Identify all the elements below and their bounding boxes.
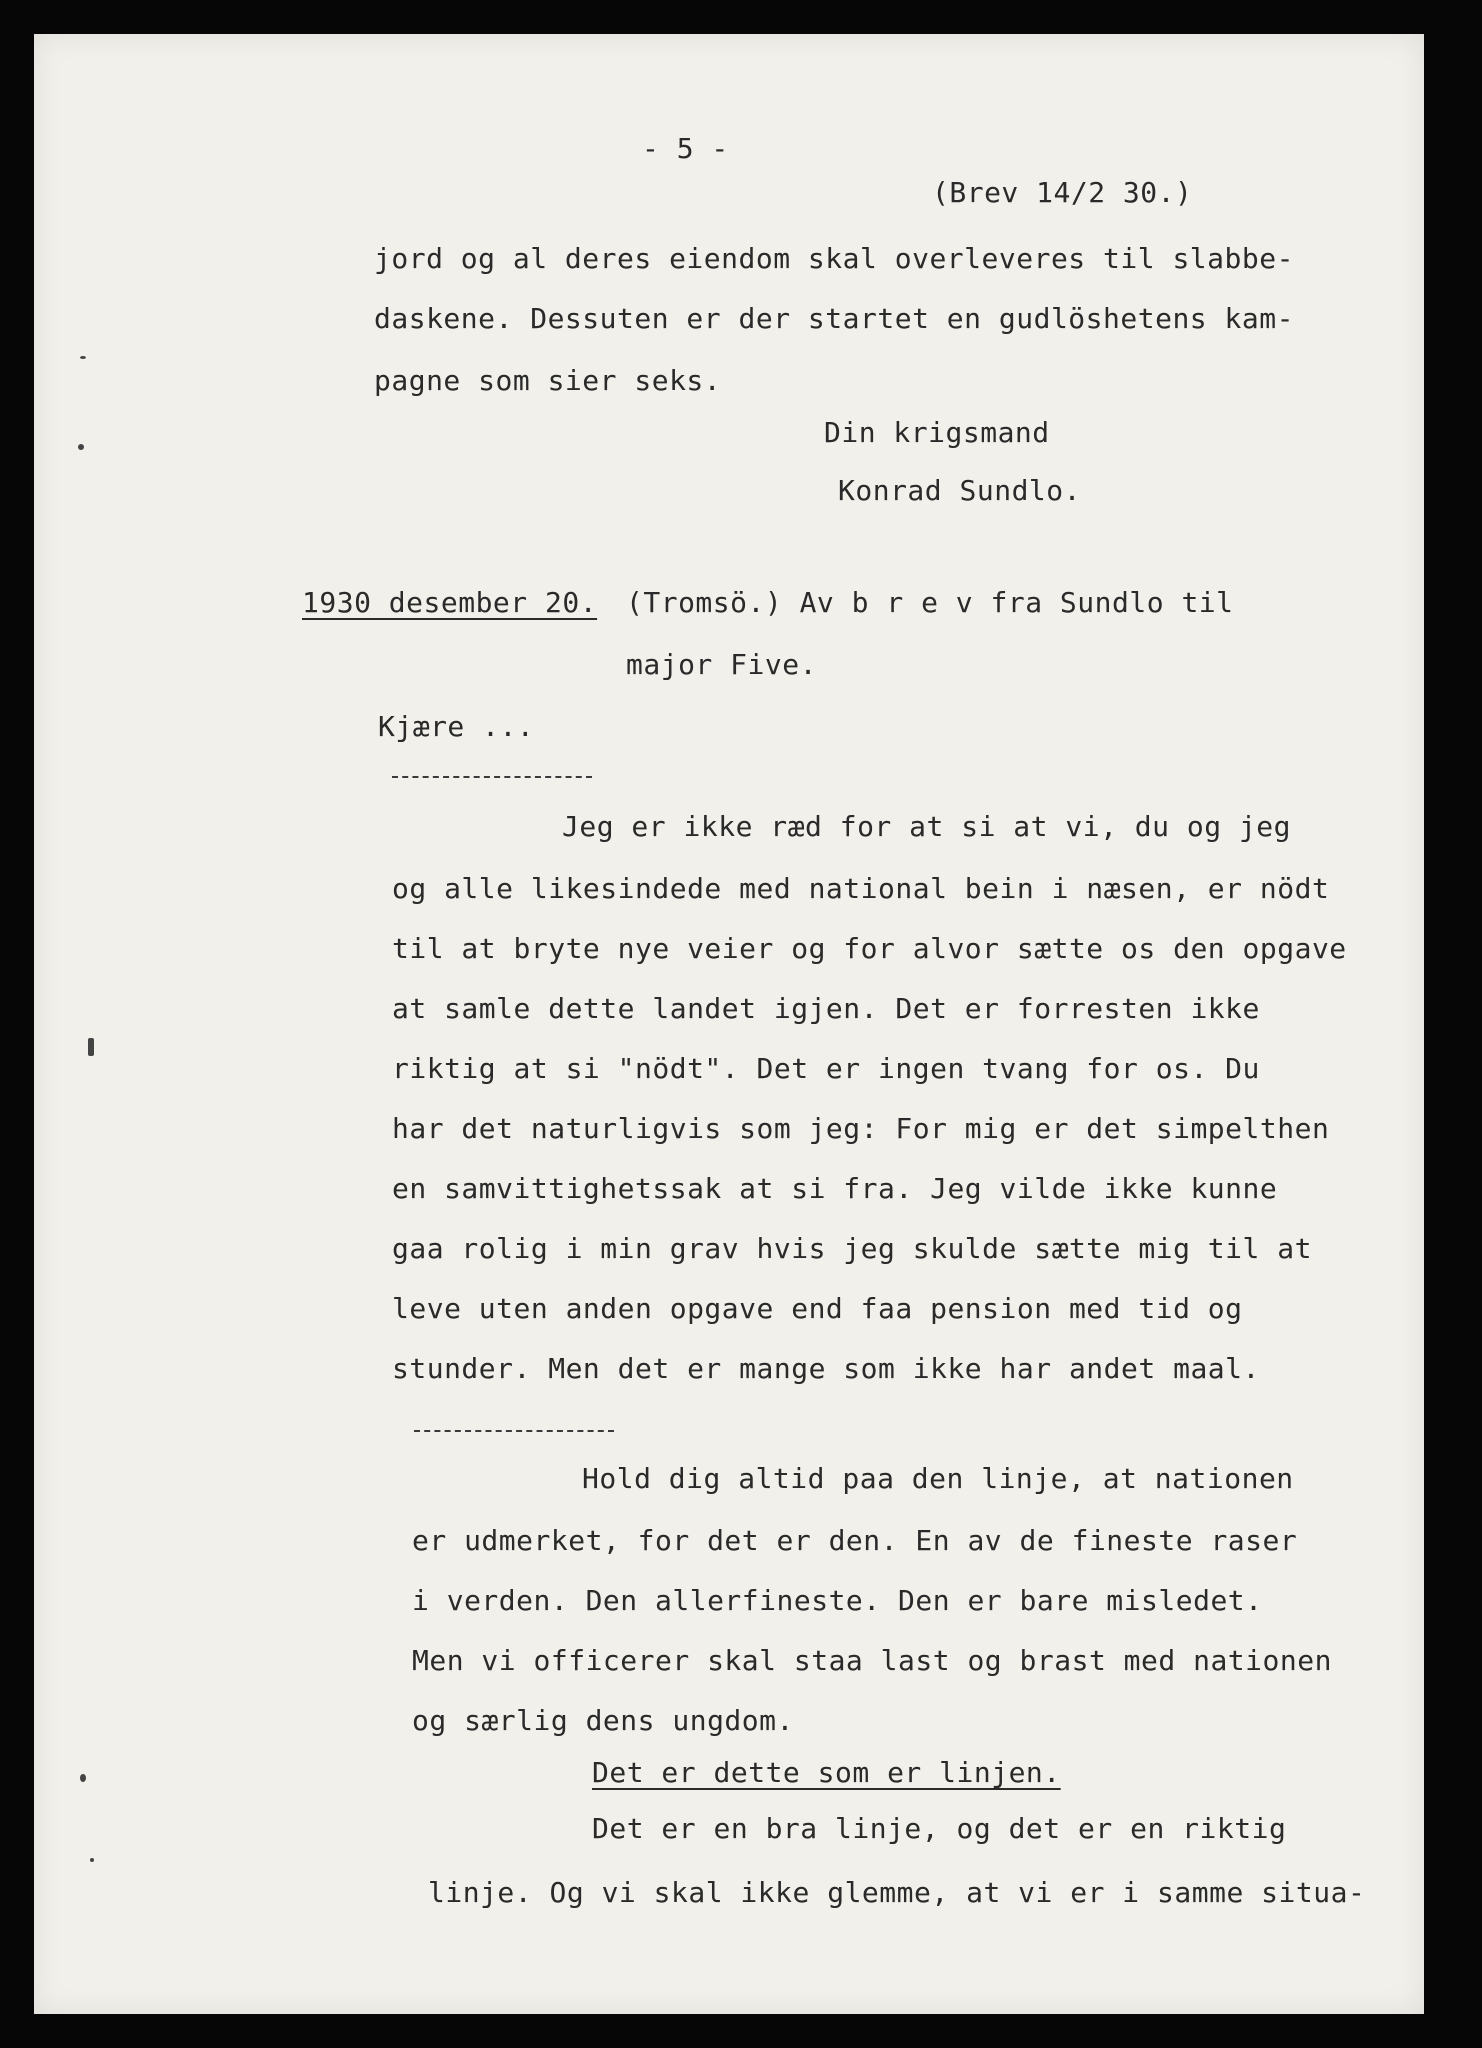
- letter-reference: (Brev 14/2 30.): [932, 176, 1193, 209]
- text-line: leve uten anden opgave end faa pension med tid og: [392, 1292, 1243, 1325]
- text-line: Men vi officerer skal staa last og brast med nationen: [412, 1644, 1332, 1677]
- page-number: - 5 -: [642, 132, 729, 165]
- margin-mark: [90, 1858, 94, 1862]
- separator-line: [414, 1430, 614, 1432]
- margin-mark: [80, 1774, 86, 1782]
- text-line: Jeg er ikke ræd for at si at vi, du og jeg: [562, 810, 1292, 843]
- text-line: og alle likesindede med national bein i næsen, er nödt: [392, 872, 1330, 905]
- text-line: jord og al deres eiendom skal overleveres til slabbe-: [374, 242, 1294, 275]
- text-line: at samle dette landet igjen. Det er forresten ikke: [392, 992, 1260, 1025]
- text-line: daskene. Dessuten er der startet en gudlöshetens kam-: [374, 302, 1294, 335]
- letter-signature: Konrad Sundlo.: [838, 474, 1082, 507]
- text-line: riktig at si "nödt". Det er ingen tvang for os. Du: [392, 1052, 1260, 1085]
- text-line: Det er en bra linje, og det er en riktig: [592, 1812, 1287, 1845]
- text-line: en samvittighetssak at si fra. Jeg vilde ikke kunne: [392, 1172, 1278, 1205]
- separator-line: [392, 776, 592, 778]
- entry-date: 1930 desember 20.: [302, 586, 598, 619]
- text-line: gaa rolig i min grav hvis jeg skulde sætte mig til at: [392, 1232, 1312, 1265]
- salutation: Kjære ...: [378, 710, 535, 743]
- letter-closing: Din krigsmand: [824, 416, 1050, 449]
- text-line: linje. Og vi skal ikke glemme, at vi er i samme situa-: [428, 1876, 1366, 1909]
- text-line: stunder. Men det er mange som ikke har andet maal.: [392, 1352, 1260, 1385]
- margin-mark: [78, 444, 84, 450]
- text-line: Hold dig altid paa den linje, at nationen: [582, 1462, 1294, 1495]
- text-line: og særlig dens ungdom.: [412, 1704, 794, 1737]
- text-line: pagne som sier seks.: [374, 364, 722, 397]
- document-page: [34, 34, 1424, 2014]
- text-line: er udmerket, for det er den. En av de fineste raser: [412, 1524, 1298, 1557]
- entry-heading: (Tromsö.) Av b r e v fra Sundlo til: [626, 586, 1234, 619]
- margin-mark: [88, 1038, 94, 1056]
- entry-heading-cont: major Five.: [626, 648, 817, 681]
- text-line: har det naturligvis som jeg: For mig er det simpelthen: [392, 1112, 1330, 1145]
- underlined-statement: Det er dette som er linjen.: [592, 1756, 1061, 1789]
- margin-mark: [80, 356, 86, 359]
- text-line: i verden. Den allerfineste. Den er bare misledet.: [412, 1584, 1263, 1617]
- text-line: til at bryte nye veier og for alvor sætte os den opgave: [392, 932, 1347, 965]
